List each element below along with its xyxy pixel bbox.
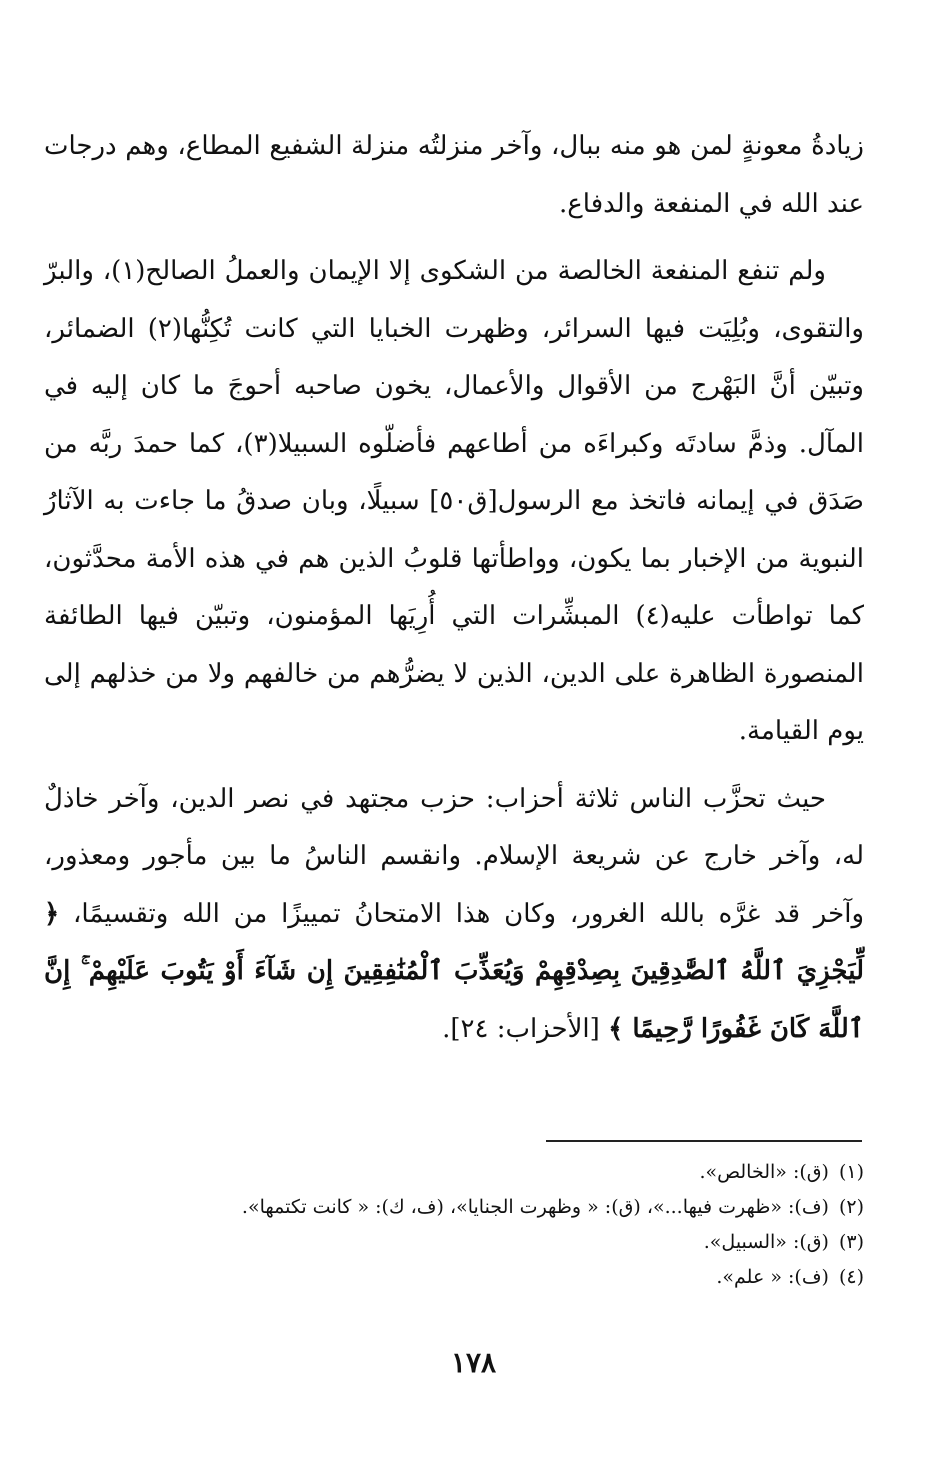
page-number: ١٧٨ [450,1346,497,1379]
verse-reference: [الأحزاب: ٢٤]. [442,1013,600,1044]
footnote-number: (٣) [838,1231,864,1253]
footnote-3 [44,1225,864,1260]
paragraph-2: ولم تنفع المنفعة الخالصة من الشكوى إلا الإيمان والعملُ الصالح(١)، والبرّ والتقوى، وبُلِيَت فيها السرائر، وظهرت الخبايا التي كانت تُكِنُّها(٢) الضمائر، وتبيّن أنَّ البَهْرج من الأقوال والأعمال، يخون صاحبه أحوجَ ما كان إليه في المآل. وذمَّ سادتَه وكبراءَه من أطاعهم فأضلّوه السبيلا(٣)، كما حمدَ ربَّه من صَدَق في إيمانه فاتخذ مع الرسول[ق٥٠] سبيلًا، وبان صدقُ ما جاءت به الآثارُ النبوية من الإخبار بما يكون، وواطأتها قلوبُ الذين هم في هذه الأمة محدَّثون، كما تواطأت عليه(٤) المبشِّرات التي أُرِيَها المؤمنون، وتبيّن فيها الطائفة المنصورة الظاهرة على الدين، الذين لا يضرُّهم من خالفهم ولا من خذلهم إلى يوم القيامة. [44,256,864,746]
footnotes [44,1155,864,1295]
footnote-text: (ف): «ظهرت فيها...»، (ق): « وظهرت الجنايا»، (ف، ك): « كانت تكتمها». [241,1196,829,1218]
footnote-2 [44,1190,864,1225]
quran-verse: ﴿ لِّيَجْزِيَ ٱللَّهُ ٱلصَّٰدِقِينَ بِصِدْقِهِمْ وَيُعَذِّبَ ٱلْمُنَٰفِقِينَ إِن شَآءَ أَوْ يَتُوبَ عَلَيْهِمْ ۚ إِنَّ ٱللَّهَ كَانَ غَفُورًا رَّحِيمًا ﴾ [44,898,864,1044]
paragraph-3-text: حيث تحزَّب الناس ثلاثة أحزاب: حزب مجتهد في نصر الدين، وآخر خاذلٌ له، وآخر خارج عن شريعة الإسلام. وانقسم الناسُ ما بين مأجور ومعذور، وآخر قد غرَّه بالله الغرور، وكان هذا الامتحانُ تمييزًا من الله وتقسيمًا، [44,783,864,929]
footnote-number: (٢) [838,1196,864,1218]
paragraph-3 [44,771,864,1059]
main-text [44,118,864,1068]
footnote-number: (١) [838,1161,864,1183]
footnote-1 [44,1155,864,1190]
footnote-4 [44,1260,864,1295]
footnote-divider [546,1140,862,1142]
paragraph-1: زيادةُ معونةٍ لمن هو منه ببال، وآخر منزلتُه منزلة الشفيع المطاع، وهم درجات عند الله في المنفعة والدفاع. [44,131,864,219]
footnote-text: (ق): «الخالص». [699,1161,829,1183]
footnote-text: (ف): « علم». [716,1266,829,1288]
footnote-text: (ق): «السبيل». [703,1231,829,1253]
footnote-number: (٤) [838,1266,864,1288]
